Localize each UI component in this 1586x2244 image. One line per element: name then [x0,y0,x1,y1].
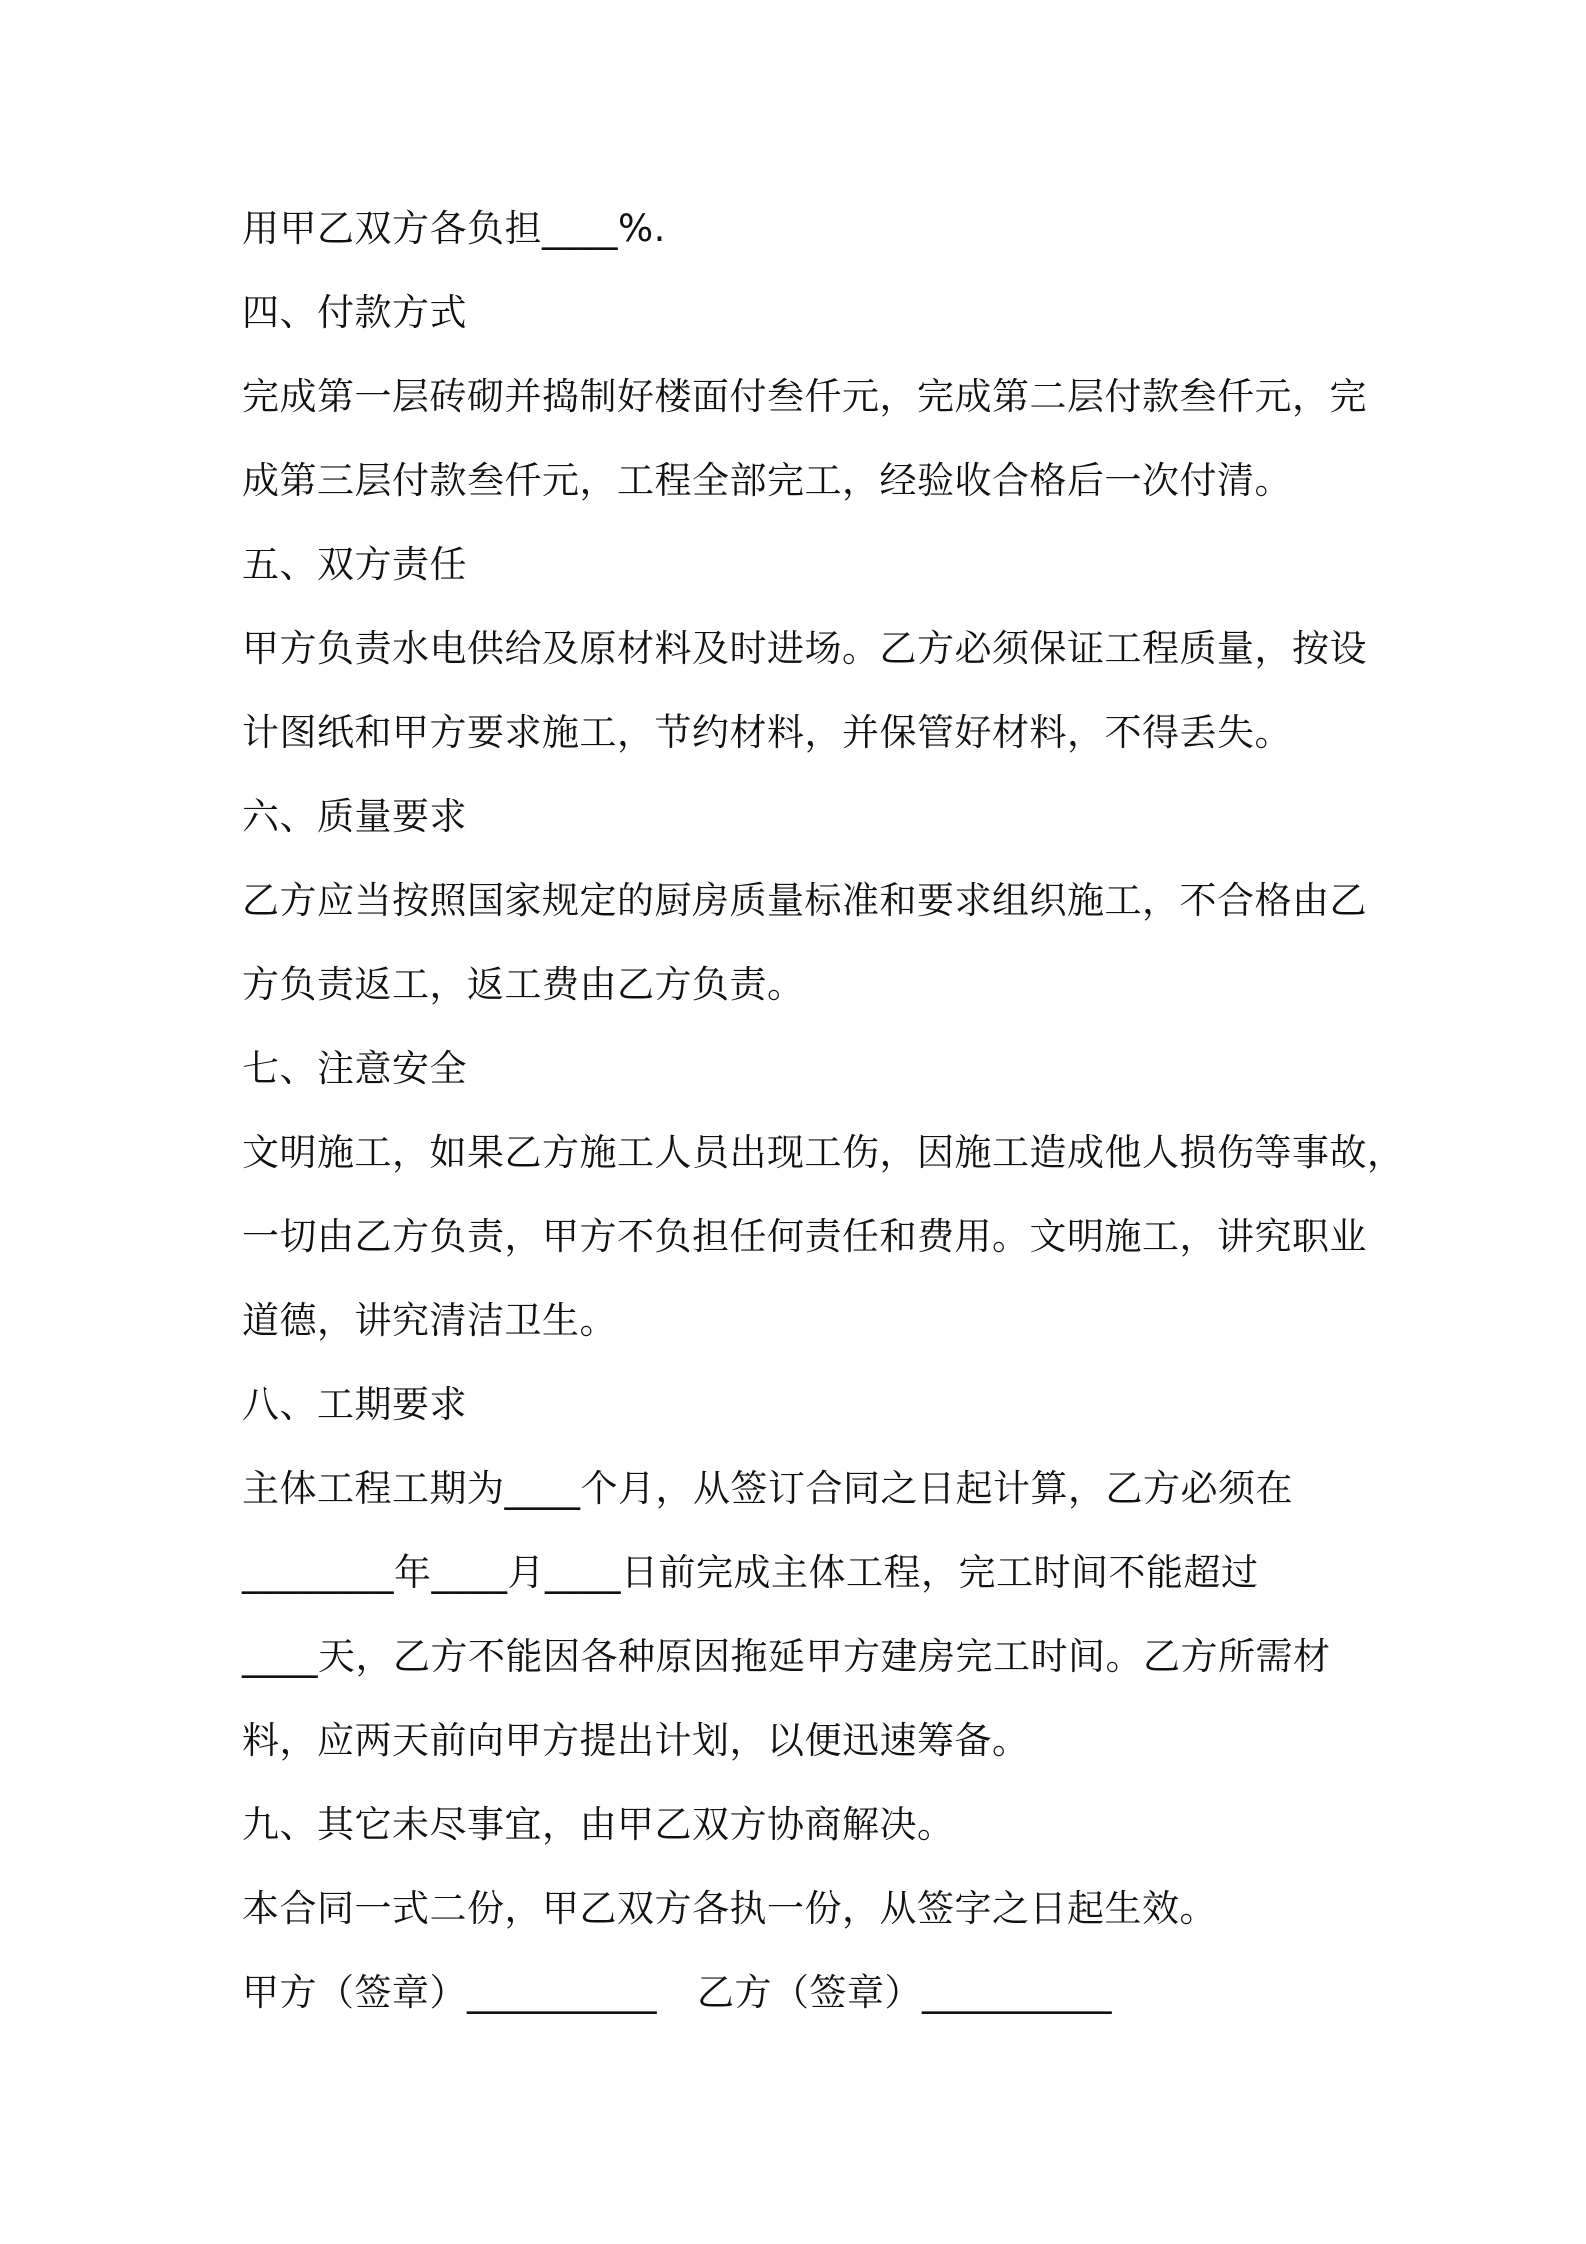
safety-text-line: 道德，讲究清洁卫生。 [242,1299,617,1342]
section-heading-quality: 六、质量要求 [242,795,467,838]
signature-line [242,1970,1362,2016]
quality-text-line: 乙方应当按照国家规定的厨房质量标准和要求组织施工，不合格由乙 [242,879,1367,922]
schedule-text-line: 料，应两天前向甲方提出计划，以便迅速筹备。 [242,1719,1030,1762]
contract-effect-line: 本合同一式二份，甲乙双方各执一份，从签字之日起生效。 [242,1887,1217,1930]
section-heading-schedule: 八、工期要求 [242,1383,467,1426]
safety-text-line: 文明施工，如果乙方施工人员出现工伤，因施工造成他人损伤等事故， [242,1131,1405,1174]
safety-text-line: 一切由乙方负责，甲方不负担任何责任和费用。文明施工，讲究职业 [242,1215,1367,1258]
responsibility-text-line: 甲方负责水电供给及原材料及时进场。乙方必须保证工程质量，按设 [242,627,1367,670]
section-other-matters: 九、其它未尽事宜，由甲乙双方协商解决。 [242,1803,955,1846]
schedule-text-line: ____天，乙方不能因各种原因拖延甲方建房完工时间。乙方所需材 [242,1635,1331,1678]
cost-share-line: 用甲乙双方各负担____%. [242,207,666,250]
section-heading-safety: 七、注意安全 [242,1047,467,1090]
party-a-signature: 甲方（签章）__________ [242,1971,657,2014]
party-b-signature: 乙方（签章）__________ [697,1971,1112,2014]
quality-text-line: 方负责返工，返工费由乙方负责。 [242,963,805,1006]
schedule-text-line: ________年____月____日前完成主体工程，完工时间不能超过 [242,1551,1259,1594]
payment-text-line: 成第三层付款叁仟元，工程全部完工，经验收合格后一次付清。 [242,459,1292,502]
section-heading-responsibility: 五、双方责任 [242,543,467,586]
payment-text-line: 完成第一层砖砌并捣制好楼面付叁仟元，完成第二层付款叁仟元，完 [242,375,1367,418]
section-heading-payment: 四、付款方式 [242,291,467,334]
responsibility-text-line: 计图纸和甲方要求施工，节约材料，并保管好材料，不得丢失。 [242,711,1292,754]
schedule-text-line: 主体工程工期为____个月，从签订合同之日起计算，乙方必须在 [242,1467,1293,1510]
